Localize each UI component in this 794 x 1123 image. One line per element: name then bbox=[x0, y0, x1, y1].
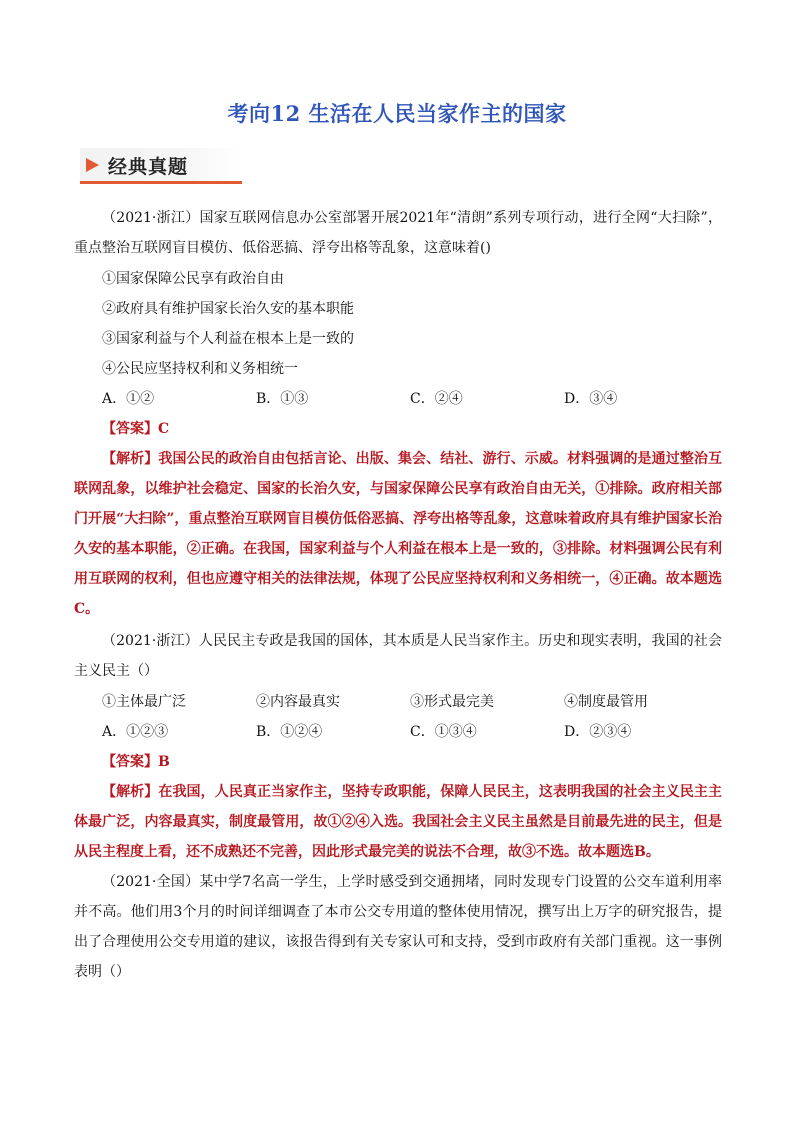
page-title: 考向12 生活在人民当家作主的国家 bbox=[227, 101, 567, 126]
section-heading: 经典真题 bbox=[108, 156, 189, 178]
section-banner bbox=[80, 148, 242, 184]
answer-value: C bbox=[158, 421, 170, 437]
arrow-right-icon bbox=[86, 158, 99, 172]
option-c: C．①③④ bbox=[410, 724, 477, 740]
question-1-answer bbox=[74, 414, 722, 444]
answer-label: 【答案】 bbox=[102, 754, 158, 770]
analysis-label: 【解析】 bbox=[102, 784, 159, 800]
document-body bbox=[74, 203, 722, 988]
option-d: D．②③④ bbox=[564, 724, 632, 740]
answer-value: B bbox=[158, 754, 170, 770]
analysis-label: 【解析】 bbox=[102, 451, 159, 467]
question-2-item: ④制度最管用 bbox=[564, 694, 648, 710]
question-1-item: ②政府具有维护国家长治久安的基本职能 bbox=[102, 301, 354, 317]
analysis-text: 在我国，人民真正当家作主，坚持专政职能，保障人民民主，这表明我国的社会主义民主主体最广泛，内容最真实，制度最管用，故①②④入选。我国社会主义民主虽然是目前最先进的民主，但是从民主程度上看，还不成熟还不完善，因此形式最完美的说法不合理，故③不选。故本题选B。 bbox=[74, 784, 723, 860]
question-2-item: ②内容最真实 bbox=[256, 694, 340, 710]
answer-label: 【答案】 bbox=[102, 421, 158, 437]
question-3-stem: （2021·全国）某中学7名高一学生，上学时感受到交通拥堵，同时发现专门设置的公交车道利用率并不高。他们用3个月的时间详细调查了本市公交专用道的整体使用情况，撰写出上万字的研究报告，提出了合理使用公交专用道的建议，该报告得到有关专家认可和支持，受到市政府有关部门重视。这一事例表明（） bbox=[74, 874, 722, 980]
option-c: C．②④ bbox=[410, 391, 463, 407]
question-2-stem: （2021·浙江）人民民主专政是我国的国体，其本质是人民当家作主。历史和现实表明，我国的社会主义民主（） bbox=[74, 633, 722, 679]
option-a: A．①② bbox=[102, 391, 155, 407]
question-2-answer bbox=[74, 747, 722, 777]
question-2-items bbox=[74, 687, 722, 717]
option-b: B．①③ bbox=[256, 391, 309, 407]
question-1-options bbox=[74, 384, 722, 414]
question-1-analysis bbox=[74, 444, 722, 624]
question-2-item: ③形式最完美 bbox=[410, 694, 494, 710]
question-1-item: ①国家保障公民享有政治自由 bbox=[102, 271, 284, 287]
question-2-item: ①主体最广泛 bbox=[102, 694, 186, 710]
analysis-text: 我国公民的政治自由包括言论、出版、集会、结社、游行、示威。材料强调的是通过整治互联网乱象，以维护社会稳定、国家的长治久安，与国家保障公民享有政治自由无关，①排除。政府相关部门开展“大扫除”，重点整治互联网盲目模仿低俗恶搞、浮夸出格等乱象，这意味着政府具有维护国家长治久安的基本职能，②正确。在我国，国家利益与个人利益在根本上是一致的，③排除。材料强调公民有利用互联网的权利，但也应遵守相关的法律法规，体现了公民应坚持权利和义务相统一，④正确。故本题选C。 bbox=[74, 451, 723, 617]
question-1-stem: （2021·浙江）国家互联网信息办公室部署开展2021年“清朗”系列专项行动，进行全网“大扫除”，重点整治互联网盲目模仿、低俗恶搞、浮夸出格等乱象，这意味着() bbox=[74, 210, 722, 256]
question-1-item: ④公民应坚持权利和义务相统一 bbox=[102, 361, 298, 377]
question-2-options bbox=[74, 717, 722, 747]
option-b: B．①②④ bbox=[256, 724, 323, 740]
option-a: A．①②③ bbox=[102, 724, 169, 740]
option-d: D．③④ bbox=[564, 391, 618, 407]
question-2-analysis bbox=[74, 777, 722, 867]
question-1-item: ③国家利益与个人利益在根本上是一致的 bbox=[102, 331, 354, 347]
